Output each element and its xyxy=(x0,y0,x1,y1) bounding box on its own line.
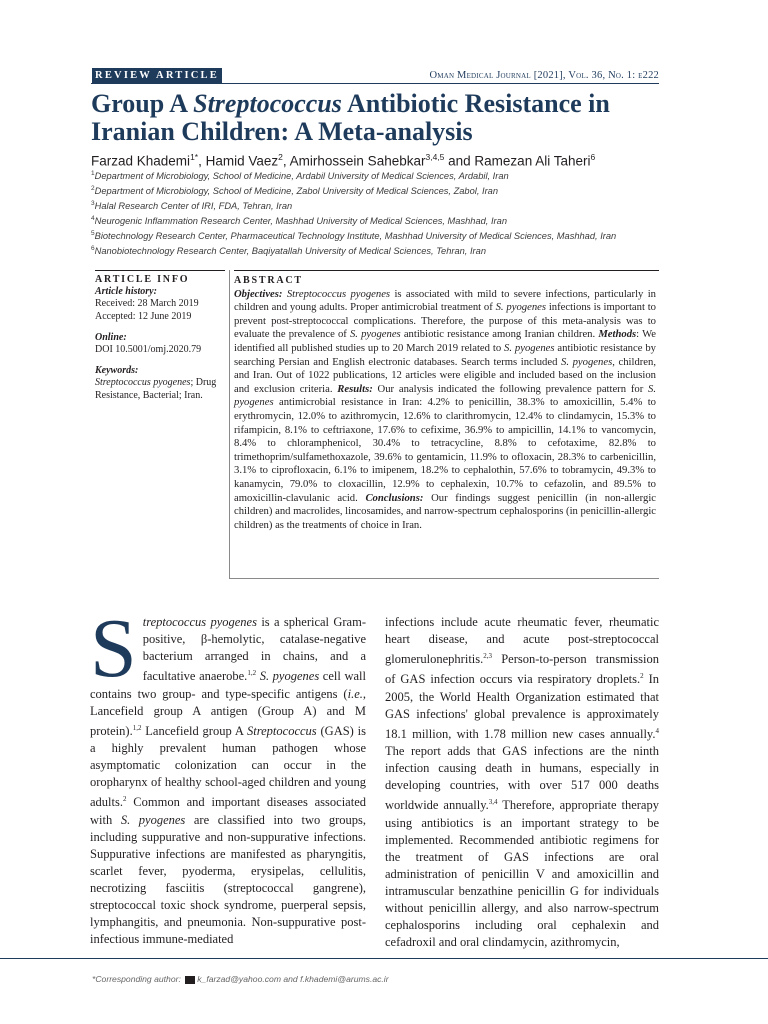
affiliation: $^2$Department of Microbiology, School of Medicine, Zabol University of Medical Sciences, Zabol, Iran xyxy=(91,185,499,197)
abstract-top-rule xyxy=(234,270,659,271)
abstract-left-rule xyxy=(229,270,230,578)
author-sup: 3,4,5 xyxy=(425,152,445,162)
author-sup: 1* xyxy=(190,152,199,162)
accepted-date: Accepted: 12 June 2019 xyxy=(95,310,192,322)
body-column-left: Streptococcus pyogenes is a spherical Gram-positive, β-hemolytic, catalase-negative bacterium arranged in chains, and a facultative anaerobe.$^{1,2}$ S. pyogenes cell wall contains two group- and type-specific antigens (i.e., Lancefield group A antigen (Group A) and M protein).$^{1,2}$ Lancefield group A Streptococcus (GAS) is a highly prevalent human pathogen whose asymptomatic colonization can occur in the oropharynx of healthy school-aged children and young adults.$^2$ Common and important diseases associated with S. pyogenes are classified into two groups, including suppurative and non-suppurative infections. Suppurative infections are manifested as pharyngitis, scarlet fever, pyoderma, erysipelas, cellulitis, necrotizing fasciitis (streptococcal gangrene), streptococcal toxic shock syndrome, puerperal sepsis, lymphangitis, and pneumonia. Non-suppurative post-infectious immune-mediated xyxy=(90,602,366,947)
abstract-text: Objectives: Streptococcus pyogenes is associated with mild to severe infections, particularly in children and young adults. Proper antimicrobial treatment of S. pyogenes infections is important to prevent post-streptococcal complications. Therefore, the purpose of this meta-analysis was to evaluate the prevalence of S. pyogenes antibiotic resistance among Iranian children. Methods: We identified all published studies up to 20 March 2019 related to S. pyogenes antibiotic resistance by searching Persian and English electronic databases. Search terms included S. pyogenes, children, and Iran. Out of 1022 publications, 12 articles were eligible and included based on the inclusion and exclusion criteria. Results: Our analysis indicated the following prevalence pattern for S. pyogenes antimicrobial resistance in Iran: 4.2% to penicillin, 38.3% to amoxicillin, 5.4% to erythromycin, 12.0% to azithromycin, 12.6% to clarithromycin, 12.4% to clindamycin, 15.3% to rifampicin, 8.1% to ceftriaxone, 17.6% to cefixime, 36.9% to ampicillin, 14.1% to vancomycin, 8.4% to chloramphenicol, 30.4% to tetracycline, 8.8% to cefotaxime, 82.8% to trimethoprim/sulfamethoxazole, 39.6% to gentamicin, 11.9% to ofloxacin, 28.3% to carbenicillin, 3.1% to ciprofloxacin, 6.1% to imipenem, 18.2% to cephalothin, 57.6% to tobramycin, 49.3% to kanamycin, 79.0% to cloxacillin, 12.9% to cephalexin, 10.7% to cefazolin, and 89.5% to amoxicillin-clavulanic acid. Conclusions: Our findings suggest penicillin (in non-allergic children) and macrolides, lincosamides, and narrow-spectrum cephalosporins (in penicillin-allergic children) as the treatments of choice in Iran. xyxy=(234,288,657,531)
title-post: Antibiotic Resistance in Iranian Children: A Meta-analysis xyxy=(91,89,610,146)
author-name: Farzad Khademi xyxy=(91,153,191,169)
article-title xyxy=(91,90,691,146)
history-label: Article history: xyxy=(95,286,157,298)
abstract xyxy=(234,274,656,532)
author-name: Hamid Vaez xyxy=(205,153,279,169)
keywords: Streptococcus pyogenes; Drug Resistance, Bacterial; Iran. xyxy=(95,377,217,401)
article-type-badge: REVIEW ARTICLE xyxy=(92,68,222,84)
article-info-heading: ARTICLE INFO xyxy=(95,274,190,285)
keywords-label: Keywords: xyxy=(95,365,139,377)
affiliation: $^3$Halal Research Center of IRI, FDA, Tehran, Iran xyxy=(91,200,293,212)
article-info xyxy=(95,274,225,402)
mail-icon xyxy=(185,976,195,984)
affiliation: $^6$Nanobiotechnology Research Center, Baqiyatallah University of Medical Sciences, Tehran, Iran xyxy=(91,245,486,257)
affiliation-list xyxy=(91,168,661,258)
doi[interactable]: DOI 10.5001/omj.2020.79 xyxy=(95,344,202,356)
title-genus: Streptococcus xyxy=(193,89,342,118)
abstract-bottom-rule xyxy=(229,578,659,579)
footer-rule xyxy=(0,958,768,959)
journal-citation: Oman Medical Journal [2021], Vol. 36, No. 1: e222 xyxy=(429,70,659,81)
author-name: Ramezan Ali Taheri xyxy=(474,153,591,169)
abstract-heading: ABSTRACT xyxy=(234,275,303,286)
drop-cap: S xyxy=(90,602,137,695)
body-column-right: infections include acute rheumatic fever, rheumatic heart disease, and acute post-streptococcal glomerulonephritis.$^{2,3}$ Person-to-person transmission of GAS infection occurs via respiratory droplets.$^2$ In 2005, the World Health Organization estimated that GAS infections' global prevalence is approximately 18.1 million, with 1.78 million new cases annually.$^4$ The report adds that GAS infections are the ninth infection causing death in humans, especially in developing countries, with over 517 000 deaths worldwide annually.$^{3,4}$ Therefore, appropriate therapy using antibiotics is an important strategy to be implemented. Recommended antibiotic regimens for the treatment of GAS infections are oral administration of penicillin V and amoxicillin and intramuscular benzathine penicillin G for individuals without penicillin allergy, and also narrow-spectrum cephalosporins including oral cephalexin and cefadroxil and oral clindamycin, azithromycin, xyxy=(385,615,659,950)
corresponding-author-note: *Corresponding author: k_farzad@yahoo.com and f.khademi@arums.ac.ir xyxy=(92,974,389,984)
author-sup: 6 xyxy=(590,152,596,162)
affiliation: $^4$Neurogenic Inflammation Research Center, Mashhad University of Medical Sciences, Mashhad, Iran xyxy=(91,215,507,227)
author-sup: 2 xyxy=(278,152,283,162)
online-label: Online: xyxy=(95,331,127,343)
author-name: Amirhossein Sahebkar xyxy=(289,153,426,169)
affiliation: $^1$Department of Microbiology, School of Medicine, Ardabil University of Medical Sciences, Ardabil, Iran xyxy=(91,170,509,182)
received-date: Received: 28 March 2019 xyxy=(95,298,199,310)
affiliation: $^5$Biotechnology Research Center, Pharmaceutical Technology Institute, Mashhad University of Medical Sciences, Mashhad, Iran xyxy=(91,230,617,242)
author-emails[interactable]: k_farzad@yahoo.com and f.khademi@arums.ac.ir xyxy=(197,974,389,984)
title-pre: Group A xyxy=(91,89,194,118)
author-list: Farzad Khademi$^{1*}$, Hamid Vaez$^2$, Amirhossein Sahebkar$^{3,4,5}$ and Ramezan Ali Taheri$^6$ xyxy=(91,152,596,169)
info-rule xyxy=(95,270,225,271)
